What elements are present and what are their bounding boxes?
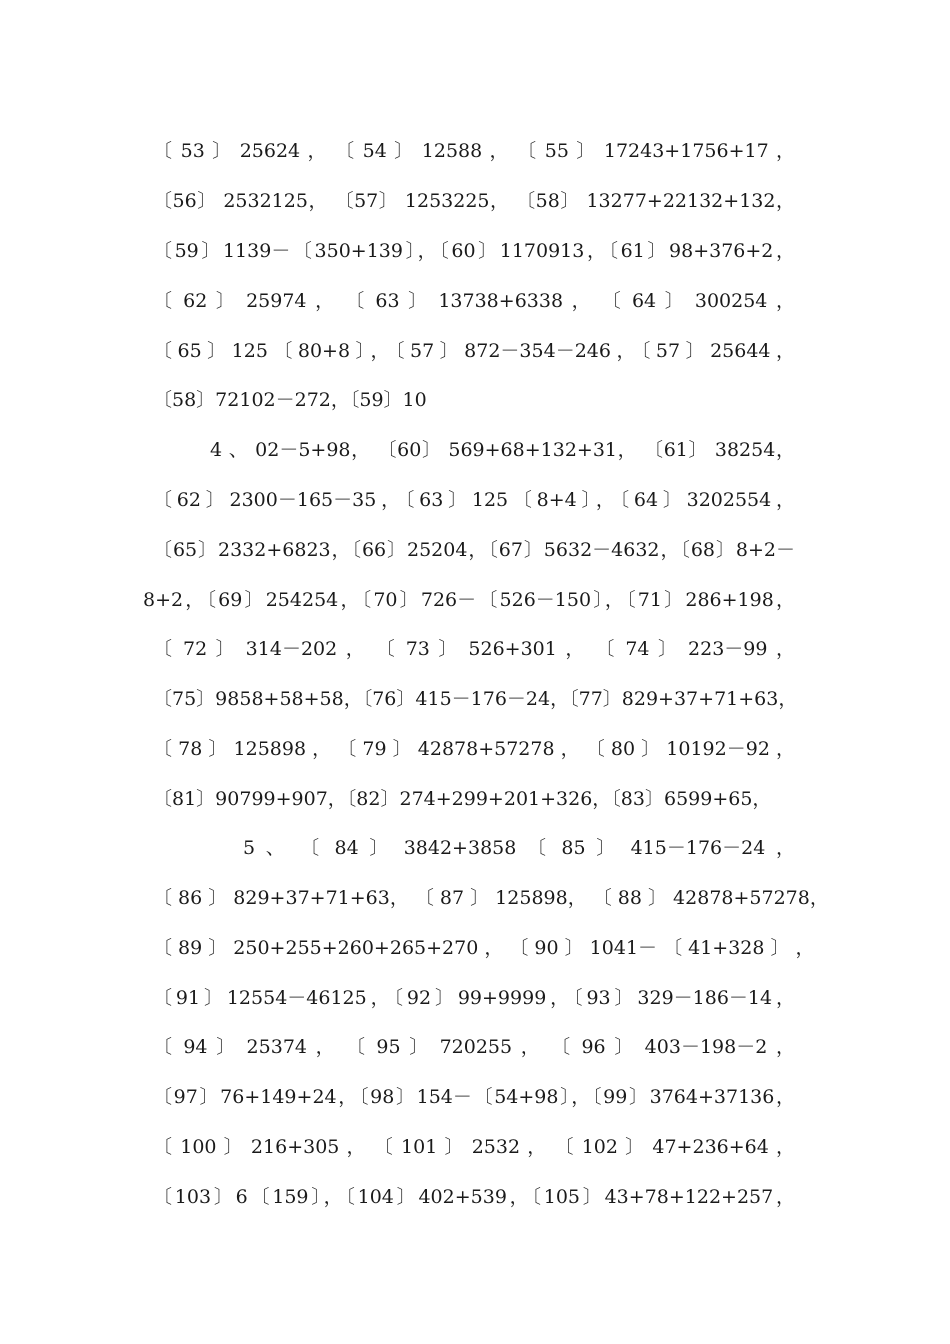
text-line-11: 〔 72 〕 314－202 ， 〔 73 〕 526+301 ， 〔 74 〕 223－99 ， [153,638,795,660]
text-line-10: 8+2，〔69〕254254，〔70〕726－〔526－150〕，〔71〕286+198， [143,589,795,611]
text-line-3: 〔59〕1139－〔350+139〕，〔60〕1170913，〔61〕98+376+2， [153,240,795,262]
text-line-22: 〔103〕6〔159〕，〔104〕402+539，〔105〕43+78+122+257， [153,1186,795,1208]
text-line-15: 5 、 〔 84 〕 3842+3858 〔 85 〕 415－176－24 ， [243,837,796,859]
text-line-6: 〔58〕72102－272，〔59〕10 [153,389,427,411]
text-line-4: 〔 62 〕 25974 ， 〔 63 〕 13738+6338 ， 〔 64 〕 300254 ， [153,290,795,312]
text-line-1: 〔 53 〕 25624 ， 〔 54 〕 12588 ， 〔 55 〕 17243+1756+17 ， [153,140,795,162]
text-line-18: 〔91〕12554－46125，〔92〕99+9999，〔93〕329－186－14， [153,987,795,1009]
text-line-9: 〔65〕2332+6823，〔66〕25204，〔67〕5632－4632，〔68〕8+2－ [153,539,795,561]
text-line-12: 〔75〕9858+58+58，〔76〕415－176－24，〔77〕829+37+71+63， [153,688,798,710]
text-line-21: 〔 100 〕 216+305 ， 〔 101 〕 2532 ， 〔 102 〕 47+236+64 ， [153,1136,795,1158]
text-line-19: 〔 94 〕 25374 ， 〔 95 〕 720255 ， 〔 96 〕 403－198－2 ， [153,1036,795,1058]
text-line-17: 〔 89 〕 250+255+260+265+270 ， 〔 90 〕 1041－ 〔 41+328 〕 ， [153,937,815,959]
text-line-5: 〔65〕125〔80+8〕，〔57〕872－354－246，〔57〕25644， [153,340,795,362]
text-line-8: 〔62〕2300－165－35，〔63〕125〔8+4〕，〔64〕3202554， [153,489,795,511]
text-line-14: 〔81〕90799+907，〔82〕274+299+201+326，〔83〕6599+65， [153,788,772,810]
text-line-16: 〔 86 〕 829+37+71+63， 〔 87 〕 125898， 〔 88 〕 42878+57278， [153,887,829,909]
text-line-20: 〔97〕76+149+24，〔98〕154－〔54+98〕，〔99〕3764+37136， [153,1086,795,1108]
text-line-13: 〔 78 〕 125898 ， 〔 79 〕 42878+57278 ， 〔 80 〕 10192－92 ， [153,738,795,760]
text-line-7: 4 、 02－5+98， 〔60〕 569+68+132+31， 〔61〕 38254， [210,439,795,461]
text-line-2: 〔56〕 2532125， 〔57〕 1253225， 〔58〕 13277+22132+132， [153,190,795,212]
